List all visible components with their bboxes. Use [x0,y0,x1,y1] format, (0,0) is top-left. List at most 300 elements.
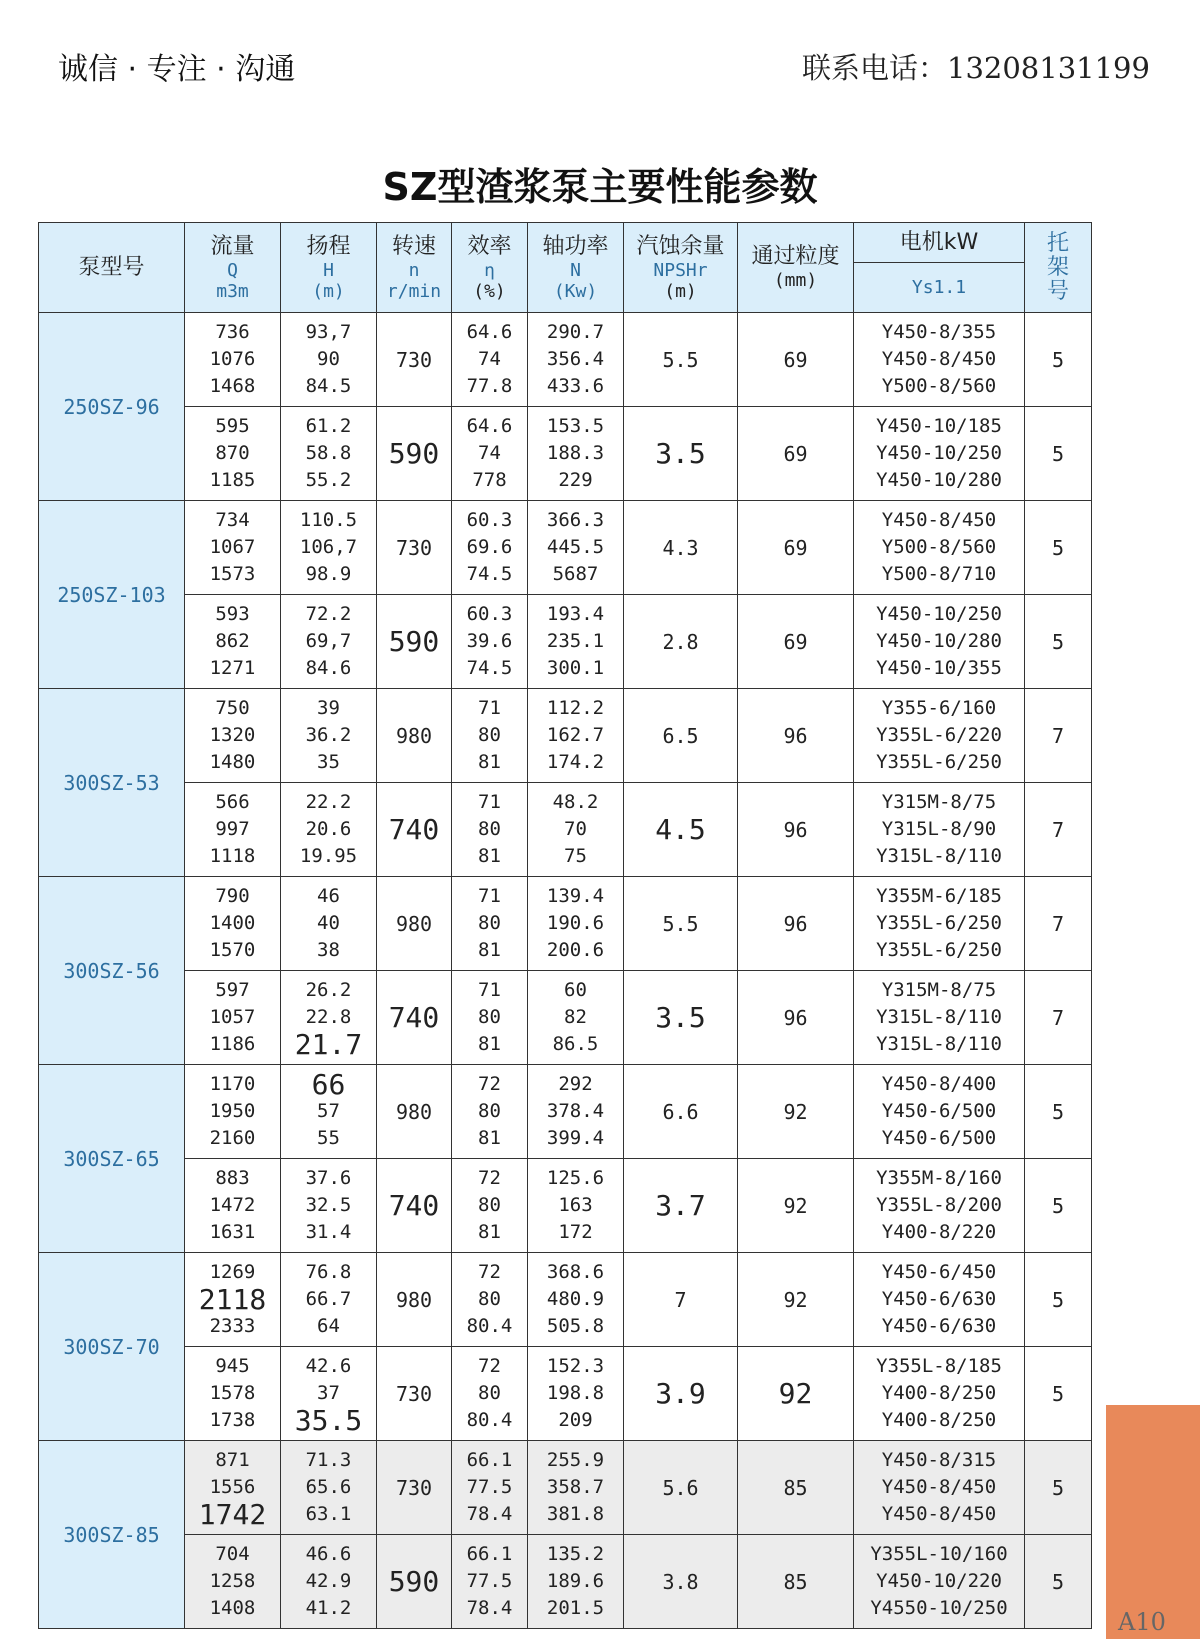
table-row [39,407,1092,501]
motor-cell-value: Y450-8/450 [881,509,997,531]
head-cell-value: 46 [317,885,340,907]
npsh-cell: 6.5 [624,689,738,783]
motor-cell-value: Y450-10/250 [876,603,1002,625]
flow-cell-value: 1408 [209,1597,256,1619]
pump-model: 250SZ-103 [39,501,185,689]
efficiency-cell-value: 80.4 [466,1409,513,1431]
flow-cell-value: 1570 [209,939,256,961]
flow-cell-value: 1258 [209,1570,256,1592]
flow-cell [185,689,281,783]
head-cell-value: 55 [317,1127,340,1149]
col-header-model: 泵型号 [39,223,185,313]
orange-decoration [1106,1405,1200,1639]
head-cell-value: 98.9 [305,563,352,585]
efficiency-cell-value: 66.1 [466,1543,513,1565]
shaft-power-cell-value: 300.1 [546,657,605,679]
speed-cell: 740 [377,1159,452,1253]
frame-header-label: 托 架 号 [1046,230,1069,304]
efficiency-cell-value: 80 [478,1194,501,1216]
frame-cell: 7 [1025,971,1092,1065]
efficiency-cell-value: 71 [478,697,501,719]
motor-cell-value: Y400-8/250 [881,1409,997,1431]
particle-cell: 96 [738,877,854,971]
motor-cell-value: Y450-8/450 [881,348,997,370]
particle-cell: 69 [738,501,854,595]
head-cell-value: 19.95 [299,845,358,867]
head-cell [281,407,377,501]
head-cell-value: 39 [317,697,340,719]
table-row [39,877,1092,971]
efficiency-cell-value: 81 [478,751,501,773]
motor-cell-value: Y450-10/185 [876,415,1002,437]
table-row [39,971,1092,1065]
flow-cell-value: 750 [215,697,250,719]
efficiency-cell-value: 71 [478,885,501,907]
shaft-power-cell-value: 358.7 [546,1476,605,1498]
frame-cell: 5 [1025,501,1092,595]
motor-cell-value: Y400-8/220 [881,1221,997,1243]
shaft-power-cell [528,783,624,877]
table-row [39,1347,1092,1441]
head-cell-value: 38 [317,939,340,961]
shaft-power-cell-value: 200.6 [546,939,605,961]
head-cell-value: 42.6 [305,1355,352,1377]
head-cell [281,313,377,407]
efficiency-cell-value: 72 [478,1261,501,1283]
particle-cell: 96 [738,971,854,1065]
npsh-cell: 4.5 [624,783,738,877]
efficiency-cell-value: 74 [478,442,501,464]
table-row [39,595,1092,689]
motor-cell [854,1347,1025,1441]
efficiency-cell-value: 74.5 [466,563,513,585]
head-cell-value: 84.5 [305,375,352,397]
particle-cell: 92 [738,1347,854,1441]
motor-cell [854,689,1025,783]
flow-cell-value: 1468 [209,375,256,397]
flow-cell-value: 1118 [209,845,256,867]
efficiency-cell [452,313,528,407]
shaft-power-cell-value: 480.9 [546,1288,605,1310]
frame-cell: 5 [1025,1347,1092,1441]
efficiency-cell [452,595,528,689]
efficiency-cell [452,1441,528,1535]
efficiency-cell-value: 81 [478,1033,501,1055]
efficiency-cell [452,783,528,877]
flow-cell-value: 2333 [209,1315,256,1337]
efficiency-cell-value: 80 [478,912,501,934]
slogan: 诚信 · 专注 · 沟通 [58,52,296,87]
flow-cell [185,407,281,501]
motor-cell-value: Y355M-6/185 [876,885,1002,907]
pump-model: 300SZ-85 [39,1441,185,1629]
flow-cell-value: 1186 [209,1033,256,1055]
speed-cell: 980 [377,689,452,783]
flow-cell [185,501,281,595]
efficiency-cell-value: 64.6 [466,415,513,437]
flow-cell [185,1347,281,1441]
head-cell [281,1065,377,1159]
shaft-power-cell [528,1253,624,1347]
shaft-power-cell-value: 193.4 [546,603,605,625]
col-header-flow: 流量 Q m3m [185,223,281,313]
efficiency-cell-value: 77.5 [466,1476,513,1498]
flow-cell-value: 1472 [209,1194,256,1216]
motor-cell-value: Y450-10/280 [876,630,1002,652]
head-cell [281,1159,377,1253]
flow-cell-value: 704 [215,1543,250,1565]
efficiency-cell-value: 64.6 [466,321,513,343]
head-cell-value: 46.6 [305,1543,352,1565]
head-cell-value: 42.9 [305,1570,352,1592]
table-row [39,1159,1092,1253]
motor-cell [854,877,1025,971]
efficiency-cell-value: 77.8 [466,375,513,397]
head-cell [281,1253,377,1347]
motor-cell [854,971,1025,1065]
shaft-power-cell-value: 112.2 [546,697,605,719]
speed-cell: 730 [377,1441,452,1535]
motor-cell-value: Y355L-6/250 [876,751,1002,773]
efficiency-cell-value: 72 [478,1355,501,1377]
efficiency-cell-value: 81 [478,845,501,867]
shaft-power-cell-value: 189.6 [546,1570,605,1592]
motor-cell-value: Y355L-6/250 [876,939,1002,961]
motor-cell [854,783,1025,877]
npsh-cell: 3.8 [624,1535,738,1629]
shaft-power-cell [528,595,624,689]
motor-cell [854,313,1025,407]
head-cell-value: 69,7 [305,630,352,652]
frame-cell: 5 [1025,1535,1092,1629]
npsh-cell: 3.7 [624,1159,738,1253]
efficiency-cell-value: 81 [478,939,501,961]
particle-cell: 92 [738,1253,854,1347]
flow-cell-value: 1185 [209,469,256,491]
head-cell-value: 37 [317,1382,340,1404]
npsh-cell: 5.5 [624,313,738,407]
flow-cell [185,783,281,877]
flow-cell-value: 566 [215,791,250,813]
head-cell-value: 84.6 [305,657,352,679]
page-title: SZ型渣浆泵主要性能参数 [382,165,818,209]
flow-cell-value: 1320 [209,724,256,746]
motor-cell-value: Y450-6/450 [881,1261,997,1283]
flow-cell [185,877,281,971]
efficiency-cell-value: 72 [478,1167,501,1189]
motor-cell-value: Y450-6/500 [881,1127,997,1149]
npsh-cell: 2.8 [624,595,738,689]
particle-cell: 69 [738,407,854,501]
particle-cell: 69 [738,595,854,689]
shaft-power-cell-value: 381.8 [546,1503,605,1525]
head-cell [281,689,377,783]
table-row [39,1535,1092,1629]
shaft-power-cell-value: 505.8 [546,1315,605,1337]
flow-cell-value: 1556 [209,1476,256,1498]
efficiency-cell-value: 78.4 [466,1597,513,1619]
head-cell-value: 35.5 [294,1404,363,1437]
efficiency-cell [452,1535,528,1629]
head-cell [281,1535,377,1629]
efficiency-cell-value: 60.3 [466,603,513,625]
flow-cell-value: 870 [215,442,250,464]
particle-cell: 92 [738,1159,854,1253]
motor-cell-value: Y450-6/500 [881,1100,997,1122]
flow-cell-value: 1631 [209,1221,256,1243]
motor-cell-value: Y355L-8/185 [876,1355,1002,1377]
shaft-power-cell-value: 86.5 [552,1033,599,1055]
col-header-motor-sub: Ys1.1 [854,263,1025,313]
motor-cell [854,1065,1025,1159]
motor-cell-value: Y450-6/630 [881,1315,997,1337]
motor-cell-value: Y450-8/450 [881,1503,997,1525]
flow-cell-value: 1269 [209,1261,256,1283]
motor-cell-value: Y450-6/630 [881,1288,997,1310]
shaft-power-cell-value: 5687 [552,563,599,585]
particle-cell: 96 [738,783,854,877]
frame-cell: 5 [1025,595,1092,689]
frame-cell: 5 [1025,313,1092,407]
efficiency-cell-value: 71 [478,979,501,1001]
particle-cell: 92 [738,1065,854,1159]
shaft-power-cell-value: 152.3 [546,1355,605,1377]
speed-cell: 980 [377,1065,452,1159]
frame-cell: 7 [1025,689,1092,783]
flow-cell-value: 2118 [198,1283,267,1316]
efficiency-cell-value: 72 [478,1073,501,1095]
motor-cell-value: Y355M-8/160 [876,1167,1002,1189]
efficiency-cell-value: 80 [478,1382,501,1404]
motor-cell-value: Y400-8/250 [881,1382,997,1404]
col-header-speed: 转速 n r/min [377,223,452,313]
shaft-power-cell [528,689,624,783]
npsh-cell: 4.3 [624,501,738,595]
head-cell-value: 22.2 [305,791,352,813]
speed-cell: 730 [377,501,452,595]
npsh-cell: 3.9 [624,1347,738,1441]
head-cell-value: 57 [317,1100,340,1122]
head-cell [281,501,377,595]
npsh-cell: 6.6 [624,1065,738,1159]
motor-cell [854,1159,1025,1253]
speed-cell: 730 [377,313,452,407]
pump-model: 300SZ-53 [39,689,185,877]
motor-cell-value: Y450-8/450 [881,1476,997,1498]
col-header-motor: 电机kW [854,223,1025,263]
particle-cell: 85 [738,1535,854,1629]
shaft-power-cell-value: 60 [564,979,587,1001]
head-cell-value: 64 [317,1315,340,1337]
efficiency-cell-value: 81 [478,1127,501,1149]
shaft-power-cell-value: 163 [558,1194,593,1216]
flow-cell-value: 1271 [209,657,256,679]
pump-model: 300SZ-70 [39,1253,185,1441]
motor-cell-value: Y355L-8/200 [876,1194,1002,1216]
particle-cell: 85 [738,1441,854,1535]
shaft-power-cell-value: 125.6 [546,1167,605,1189]
head-cell-value: 55.2 [305,469,352,491]
speed-cell: 980 [377,1253,452,1347]
efficiency-cell [452,407,528,501]
head-cell-value: 21.7 [294,1028,363,1061]
head-cell [281,877,377,971]
shaft-power-cell-value: 368.6 [546,1261,605,1283]
motor-cell-value: Y315L-8/110 [876,845,1002,867]
flow-cell-value: 1400 [209,912,256,934]
motor-cell-value: Y315M-8/75 [881,791,997,813]
efficiency-cell-value: 69.6 [466,536,513,558]
efficiency-cell [452,877,528,971]
flow-cell-value: 1076 [209,348,256,370]
npsh-cell: 5.6 [624,1441,738,1535]
head-cell-value: 37.6 [305,1167,352,1189]
col-header-npsh: 汽蚀余量 NPSHr (m) [624,223,738,313]
speed-cell: 740 [377,971,452,1065]
flow-cell-value: 945 [215,1355,250,1377]
efficiency-cell-value: 60.3 [466,509,513,531]
speed-cell: 740 [377,783,452,877]
col-header-efficiency: 效率 η (%) [452,223,528,313]
efficiency-cell-value: 66.1 [466,1449,513,1471]
motor-cell-value: Y500-8/710 [881,563,997,585]
efficiency-cell [452,1065,528,1159]
shaft-power-cell-value: 190.6 [546,912,605,934]
npsh-cell: 3.5 [624,971,738,1065]
motor-cell [854,1253,1025,1347]
table-row [39,501,1092,595]
speed-cell: 590 [377,1535,452,1629]
particle-cell: 96 [738,689,854,783]
shaft-power-cell-value: 290.7 [546,321,605,343]
flow-cell [185,1065,281,1159]
head-cell [281,1441,377,1535]
head-cell-value: 76.8 [305,1261,352,1283]
shaft-power-cell-value: 48.2 [552,791,599,813]
shaft-power-cell [528,1159,624,1253]
flow-cell [185,595,281,689]
shaft-power-cell [528,501,624,595]
contact-phone: 联系电话：13208131199 [802,51,1150,85]
shaft-power-cell-value: 75 [564,845,587,867]
shaft-power-cell-value: 209 [558,1409,593,1431]
motor-cell [854,1535,1025,1629]
head-cell [281,595,377,689]
motor-cell-value: Y450-8/355 [881,321,997,343]
flow-cell-value: 1578 [209,1382,256,1404]
npsh-cell: 5.5 [624,877,738,971]
motor-cell-value: Y355L-10/160 [870,1543,1008,1565]
shaft-power-cell-value: 366.3 [546,509,605,531]
head-cell-value: 90 [317,348,340,370]
shaft-power-cell-value: 198.8 [546,1382,605,1404]
efficiency-cell [452,689,528,783]
efficiency-cell-value: 81 [478,1221,501,1243]
flow-cell-value: 790 [215,885,250,907]
table-row [39,1253,1092,1347]
shaft-power-cell-value: 135.2 [546,1543,605,1565]
shaft-power-cell-value: 399.4 [546,1127,605,1149]
flow-cell-value: 862 [215,630,250,652]
flow-cell-value: 1742 [198,1498,267,1531]
npsh-cell: 3.5 [624,407,738,501]
shaft-power-cell-value: 235.1 [546,630,605,652]
shaft-power-cell-value: 378.4 [546,1100,605,1122]
shaft-power-cell-value: 445.5 [546,536,605,558]
flow-cell-value: 1057 [209,1006,256,1028]
flow-cell-value: 2160 [209,1127,256,1149]
flow-cell-value: 1480 [209,751,256,773]
flow-cell-value: 883 [215,1167,250,1189]
shaft-power-cell-value: 356.4 [546,348,605,370]
efficiency-cell [452,1347,528,1441]
efficiency-cell [452,1253,528,1347]
head-cell-value: 22.8 [305,1006,352,1028]
pump-model: 250SZ-96 [39,313,185,501]
efficiency-cell [452,501,528,595]
head-cell-value: 65.6 [305,1476,352,1498]
efficiency-cell-value: 74.5 [466,657,513,679]
col-header-frame [1025,223,1092,313]
head-cell-value: 41.2 [305,1597,352,1619]
efficiency-cell-value: 39.6 [466,630,513,652]
flow-cell-value: 1950 [209,1100,256,1122]
shaft-power-cell-value: 433.6 [546,375,605,397]
shaft-power-cell [528,407,624,501]
head-cell [281,1347,377,1441]
pump-model: 300SZ-56 [39,877,185,1065]
flow-cell [185,1253,281,1347]
shaft-power-cell-value: 174.2 [546,751,605,773]
table-row [39,783,1092,877]
motor-cell-value: Y315M-8/75 [881,979,997,1001]
motor-cell-value: Y450-8/315 [881,1449,997,1471]
flow-cell-value: 593 [215,603,250,625]
motor-cell [854,1441,1025,1535]
flow-cell-value: 734 [215,509,250,531]
head-cell-value: 31.4 [305,1221,352,1243]
flow-cell [185,1159,281,1253]
head-cell-value: 20.6 [305,818,352,840]
speed-cell: 590 [377,407,452,501]
efficiency-cell-value: 80 [478,1006,501,1028]
motor-cell-value: Y315L-8/90 [881,818,997,840]
motor-cell [854,407,1025,501]
head-cell-value: 40 [317,912,340,934]
shaft-power-cell [528,313,624,407]
shaft-power-cell-value: 82 [564,1006,587,1028]
shaft-power-cell-value: 70 [564,818,587,840]
frame-cell: 7 [1025,877,1092,971]
shaft-power-cell [528,1441,624,1535]
motor-cell-value: Y450-10/250 [876,442,1002,464]
speed-cell: 980 [377,877,452,971]
flow-cell [185,1441,281,1535]
flow-cell-value: 997 [215,818,250,840]
head-cell-value: 93,7 [305,321,352,343]
shaft-power-cell-value: 201.5 [546,1597,605,1619]
motor-cell-value: Y315L-8/110 [876,1006,1002,1028]
shaft-power-cell-value: 188.3 [546,442,605,464]
table-row [39,1065,1092,1159]
page-code: A10 [1118,1608,1166,1636]
flow-cell-value: 1738 [209,1409,256,1431]
table-row [39,689,1092,783]
motor-cell-value: Y450-10/280 [876,469,1002,491]
head-cell [281,971,377,1065]
efficiency-cell-value: 80 [478,1100,501,1122]
head-cell-value: 66.7 [305,1288,352,1310]
